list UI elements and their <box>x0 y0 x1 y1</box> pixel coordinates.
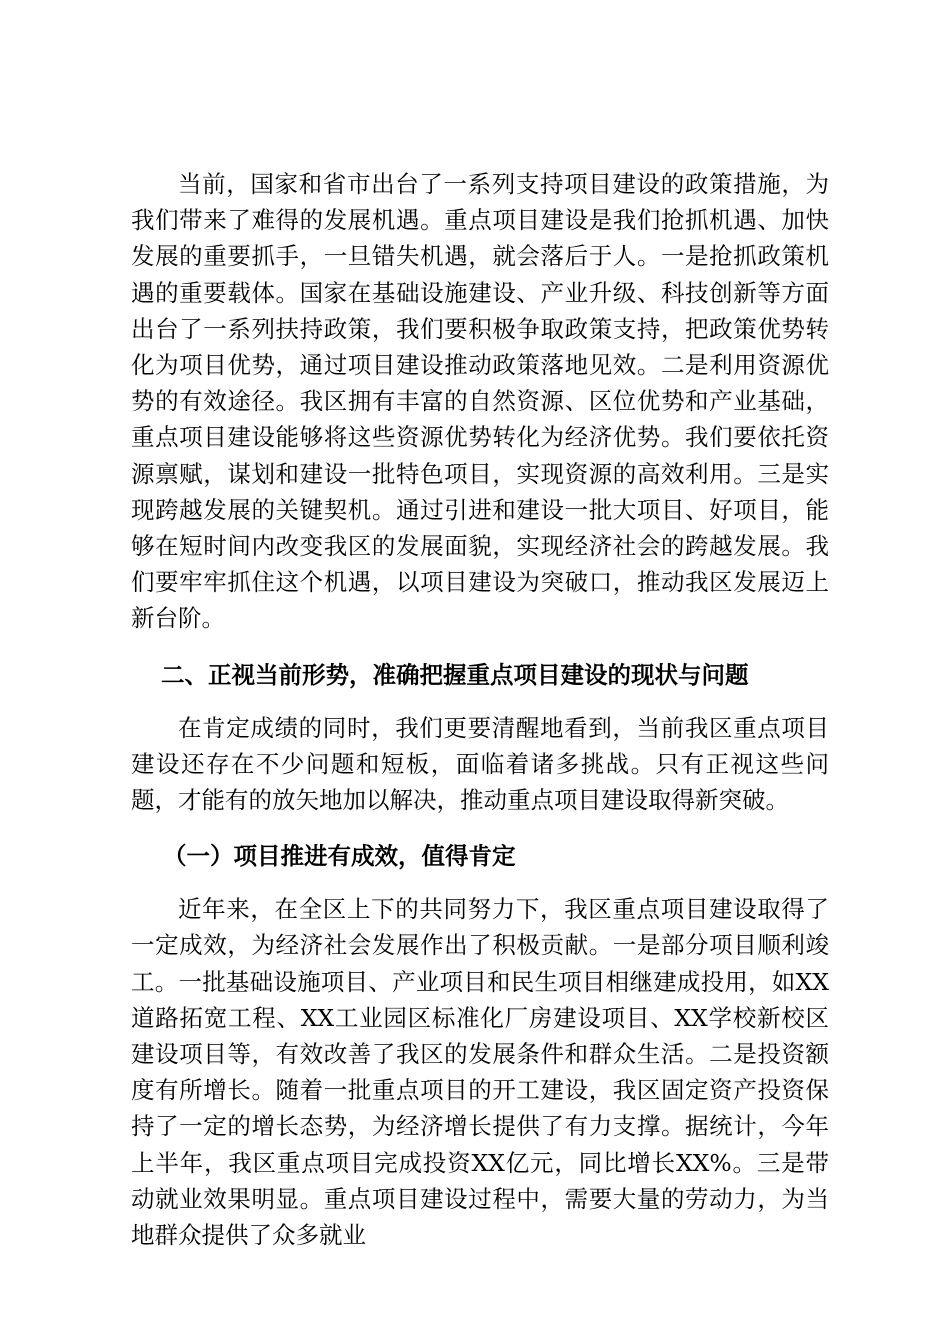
document-body <box>131 166 829 1253</box>
section-heading-2: 二、正视当前形势，准确把握重点项目建设的现状与问题 <box>161 660 749 689</box>
paragraph-policy-opportunity: 当前，国家和省市出台了一系列支持项目建设的政策措施，为我们带来了难得的发展机遇。重点项目建设是我们抢抓机遇、加快发展的重要抓手，一旦错失机遇，就会落后于人。一是抢抓政策机遇的重要载体。国家在基础设施建设、产业升级、科技创新等方面出台了一系列扶持政策，我们要积极争取政策支持，把政策优势转化为项目优势，通过项目建设推动政策落地见效。二是利用资源优势的有效途径。我区拥有丰富的自然资源、区位优势和产业基础，重点项目建设能够将这些资源优势转化为经济优势。我们要依托资源禀赋，谋划和建设一批特色项目，实现资源的高效利用。三是实现跨越发展的关键契机。通过引进和建设一批大项目、好项目，能够在短时间内改变我区的发展面貌，实现经济社会的跨越发展。我们要牢牢抓住这个机遇，以项目建设为突破口，推动我区发展迈上新台阶。 <box>131 170 829 633</box>
paragraph-problems-intro: 在肯定成绩的同时，我们更要清醒地看到，当前我区重点项目建设还存在不少问题和短板，面临着诸多挑战。只有正视这些问题，才能有的放矢地加以解决，推动重点项目建设取得新突破。 <box>131 713 829 815</box>
sub-heading-1: （一）项目推进有成效，值得肯定 <box>163 842 516 871</box>
paragraph-achievements: 近年来，在全区上下的共同努力下，我区重点项目建设取得了一定成效，为经济社会发展作出了积极贡献。一是部分项目顺利竣工。一批基础设施项目、产业项目和民生项目相继建成投用，如XX道路拓宽工程、XX工业园区标准化厂房建设项目、XX学校新校区建设项目等，有效改善了我区的发展条件和群众生活。二是投资额度有所增长。随着一批重点项目的开工建设，我区固定资产投资保持了一定的增长态势，为经济增长提供了有力支撑。据统计，今年上半年，我区重点项目完成投资XX亿元，同比增长XX%。三是带动就业效果明显。重点项目建设过程中，需要大量的劳动力，为当地群众提供了众多就业 <box>131 895 829 1250</box>
